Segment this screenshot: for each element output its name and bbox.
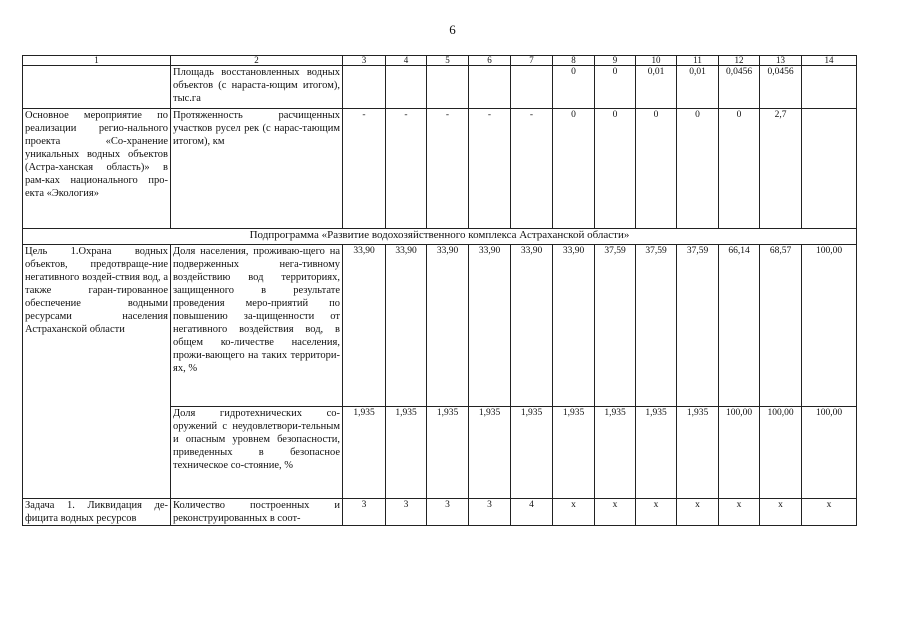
- value-cell: 0: [595, 109, 636, 229]
- value-cell: х: [553, 499, 595, 526]
- indicator-name-cell: Доля гидротехнических со-оружений с неудовлетвори-тельным и опасным уровнем безопасности, приведенных в безопасное техническое со-стояние, %: [171, 407, 343, 499]
- header-cell: 14: [802, 56, 857, 66]
- value-cell: [802, 66, 857, 109]
- table-row: [23, 66, 857, 109]
- value-cell: 4: [511, 499, 553, 526]
- value-cell: 33,90: [469, 245, 511, 407]
- value-cell: 0: [553, 109, 595, 229]
- subprogram-row: [23, 229, 857, 245]
- indicator-name-cell: Протяженность расчищенных участков русел рек (с нарас-тающим итогом), км: [171, 109, 343, 229]
- value-cell: 2,7: [760, 109, 802, 229]
- value-cell: 3: [469, 499, 511, 526]
- value-cell: 33,90: [553, 245, 595, 407]
- value-cell: 100,00: [802, 245, 857, 407]
- value-cell: 33,90: [343, 245, 386, 407]
- value-cell: [386, 66, 427, 109]
- value-cell: [469, 66, 511, 109]
- value-cell: 0,0456: [719, 66, 760, 109]
- value-cell: -: [427, 109, 469, 229]
- value-cell: 0: [636, 109, 677, 229]
- page-number: 6: [449, 22, 456, 37]
- header-row: [23, 56, 857, 66]
- indicators-table: [22, 55, 857, 526]
- table-row: [23, 109, 857, 229]
- value-cell: 1,935: [511, 407, 553, 499]
- table-row: [23, 499, 857, 526]
- value-cell: [802, 109, 857, 229]
- header-cell: 8: [553, 56, 595, 66]
- value-cell: 0: [595, 66, 636, 109]
- value-cell: [511, 66, 553, 109]
- value-cell: 0,01: [677, 66, 719, 109]
- value-cell: 1,935: [386, 407, 427, 499]
- subprogram-title: Подпрограмма «Развитие водохозяйственного комплекса Астраханской области»: [23, 229, 857, 245]
- value-cell: 68,57: [760, 245, 802, 407]
- header-cell: 10: [636, 56, 677, 66]
- value-cell: 100,00: [760, 407, 802, 499]
- header-cell: 4: [386, 56, 427, 66]
- header-cell: 3: [343, 56, 386, 66]
- value-cell: 37,59: [677, 245, 719, 407]
- indicator-name-cell: Количество построенных и реконструированных в соот-: [171, 499, 343, 526]
- value-cell: 0,0456: [760, 66, 802, 109]
- header-cell: 12: [719, 56, 760, 66]
- value-cell: 1,935: [636, 407, 677, 499]
- indicator-name-cell: Площадь восстановленных водных объектов (с нараста-ющим итогом), тыс.га: [171, 66, 343, 109]
- value-cell: 1,935: [595, 407, 636, 499]
- value-cell: х: [802, 499, 857, 526]
- value-cell: 3: [427, 499, 469, 526]
- value-cell: 1,935: [469, 407, 511, 499]
- header-cell: 6: [469, 56, 511, 66]
- value-cell: 0,01: [636, 66, 677, 109]
- indicator-name-cell: Доля населения, проживаю-щего на подверженных нега-тивному воздействию вод территориях, защищенного в результате проведения меро-приятий по повышению за-щищенности от негативного воздействия вод, в общем ко-личестве населения, прожи-вающего на таких территори-ях, %: [171, 245, 343, 407]
- row-label-cell: [23, 66, 171, 109]
- value-cell: 33,90: [427, 245, 469, 407]
- value-cell: х: [760, 499, 802, 526]
- goal-label-cell: Цель 1.Охрана водных объектов, предотвраще-ние негативного воздей-ствия вод, а также гаран-тированное обеспечение водными ресурсами населения Астраханской области: [23, 245, 171, 499]
- value-cell: -: [343, 109, 386, 229]
- value-cell: 1,935: [343, 407, 386, 499]
- value-cell: 66,14: [719, 245, 760, 407]
- value-cell: 3: [343, 499, 386, 526]
- value-cell: -: [511, 109, 553, 229]
- header-cell: 1: [23, 56, 171, 66]
- value-cell: 37,59: [636, 245, 677, 407]
- task-label-cell: Задача 1. Ликвидация де-фицита водных ресурсов: [23, 499, 171, 526]
- header-cell: 7: [511, 56, 553, 66]
- value-cell: [427, 66, 469, 109]
- value-cell: х: [636, 499, 677, 526]
- value-cell: -: [469, 109, 511, 229]
- table-row: [23, 245, 857, 407]
- value-cell: х: [719, 499, 760, 526]
- header-cell: 2: [171, 56, 343, 66]
- value-cell: 100,00: [802, 407, 857, 499]
- value-cell: [343, 66, 386, 109]
- header-cell: 5: [427, 56, 469, 66]
- value-cell: 0: [719, 109, 760, 229]
- value-cell: 1,935: [427, 407, 469, 499]
- value-cell: 33,90: [511, 245, 553, 407]
- value-cell: 0: [553, 66, 595, 109]
- value-cell: 1,935: [677, 407, 719, 499]
- value-cell: х: [677, 499, 719, 526]
- activity-label-cell: Основное мероприятие по реализации регио-нального проекта «Со-хранение уникальных водных объектов (Астра-ханская область)» в рам-ках национального про-екта «Экология»: [23, 109, 171, 229]
- value-cell: 3: [386, 499, 427, 526]
- value-cell: х: [595, 499, 636, 526]
- value-cell: 37,59: [595, 245, 636, 407]
- value-cell: 33,90: [386, 245, 427, 407]
- value-cell: 100,00: [719, 407, 760, 499]
- header-cell: 11: [677, 56, 719, 66]
- header-cell: 13: [760, 56, 802, 66]
- value-cell: 1,935: [553, 407, 595, 499]
- header-cell: 9: [595, 56, 636, 66]
- value-cell: -: [386, 109, 427, 229]
- value-cell: 0: [677, 109, 719, 229]
